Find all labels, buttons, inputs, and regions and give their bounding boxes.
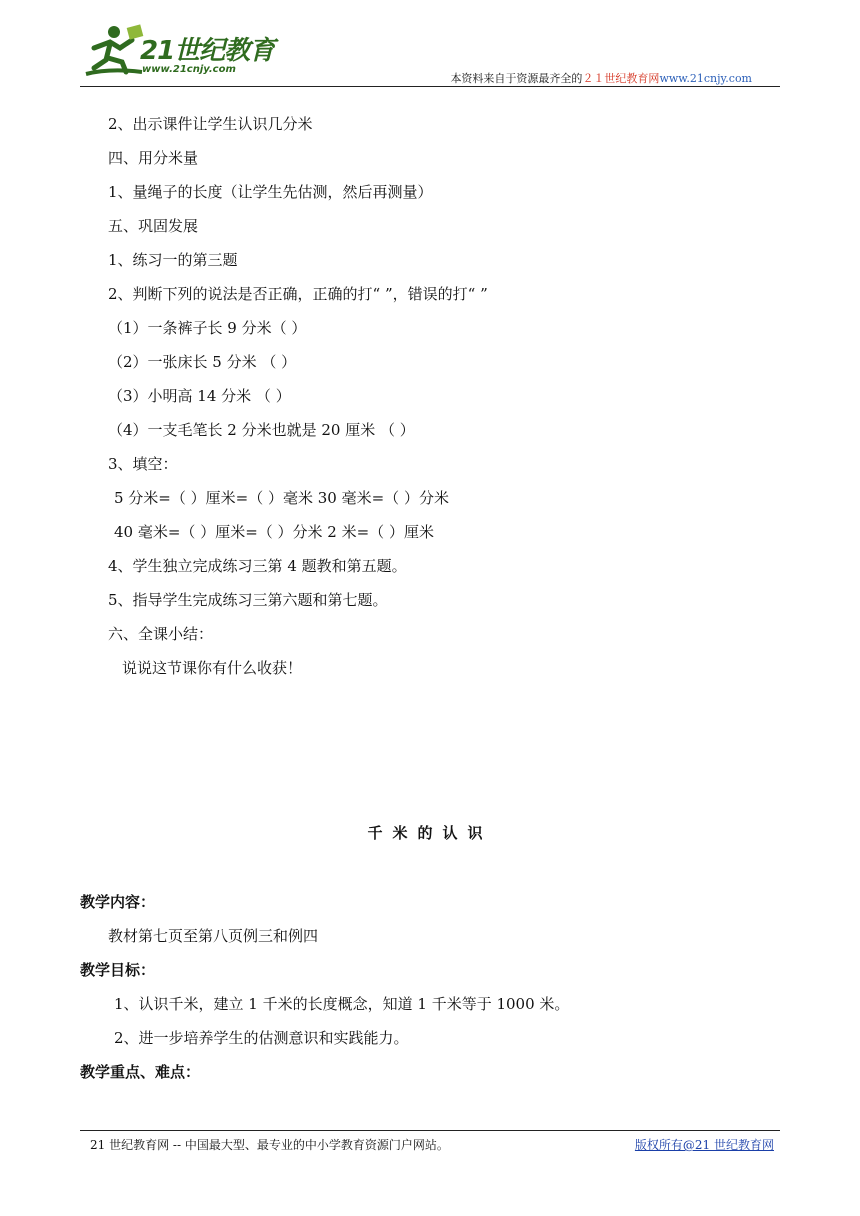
text-line: 3、填空： [108,455,178,473]
header-note-brand: ２１世纪教育网 [582,72,660,85]
text-line: 1、练习一的第三题 [108,251,238,269]
goals-heading: 教学目标： [80,961,156,979]
text-line: （4）一支毛笔长 2 分米也就是 20 厘米 （ ） [108,421,415,439]
text-line: 说说这节课你有什么收获！ [122,659,303,677]
text-line: 四、用分米量 [108,149,199,167]
text-line: 2、出示课件让学生认识几分米 [108,115,313,133]
logo-text: 21世纪教育 [140,36,275,66]
header-note-prefix: 本资料来自于资源最齐全的 [450,72,583,85]
text-line: 40 毫米=（ ）厘米=（ ）分米 2 米=（ ）厘米 [114,523,434,541]
page-header [80,22,780,86]
text-line: （3）小明高 14 分米 （ ） [108,387,291,405]
header-divider [80,86,780,87]
header-note-site[interactable]: www.21cnjy.com [659,72,752,85]
content-heading: 教学内容： [80,893,156,911]
brand-logo [80,22,290,84]
text-line: 五、巩固发展 [108,217,199,235]
text-line: 2、判断下列的说法是否正确，正确的打“ ”，错误的打“ ” [108,285,488,303]
text-line: （2）一张床长 5 分米 （ ） [108,353,297,371]
footer-copyright-link[interactable]: 版权所有@21 世纪教育网 [634,1138,774,1152]
header-source-note [450,70,752,86]
text-line: 4、学生独立完成练习三第 4 题教和第五题。 [108,557,407,575]
text-line: （1）一条裤子长 9 分米（ ） [108,319,307,337]
goal-item: 1、认识千米，建立 1 千米的长度概念，知道 1 千米等于 1000 米。 [114,995,570,1013]
text-line: 5 分米=（ ）厘米=（ ）毫米 30 毫米=（ ）分米 [114,489,449,507]
key-points-heading: 教学重点、难点： [80,1063,201,1081]
content-text: 教材第七页至第八页例三和例四 [108,927,319,945]
goal-item: 2、进一步培养学生的估测意识和实践能力。 [114,1029,409,1047]
text-line: 5、指导学生完成练习三第六题和第七题。 [108,591,388,609]
footer-divider [80,1130,780,1131]
text-line: 六、全课小结： [108,625,214,643]
footer-text: 21 世纪教育网 -- 中国最大型、最专业的中小学教育资源门户网站。 [90,1138,449,1152]
section-title: 千米的认识 [367,824,493,842]
text-line: 1、量绳子的长度（让学生先估测，然后再测量） [108,183,433,201]
logo-url: www.21cnjy.com [142,64,236,75]
